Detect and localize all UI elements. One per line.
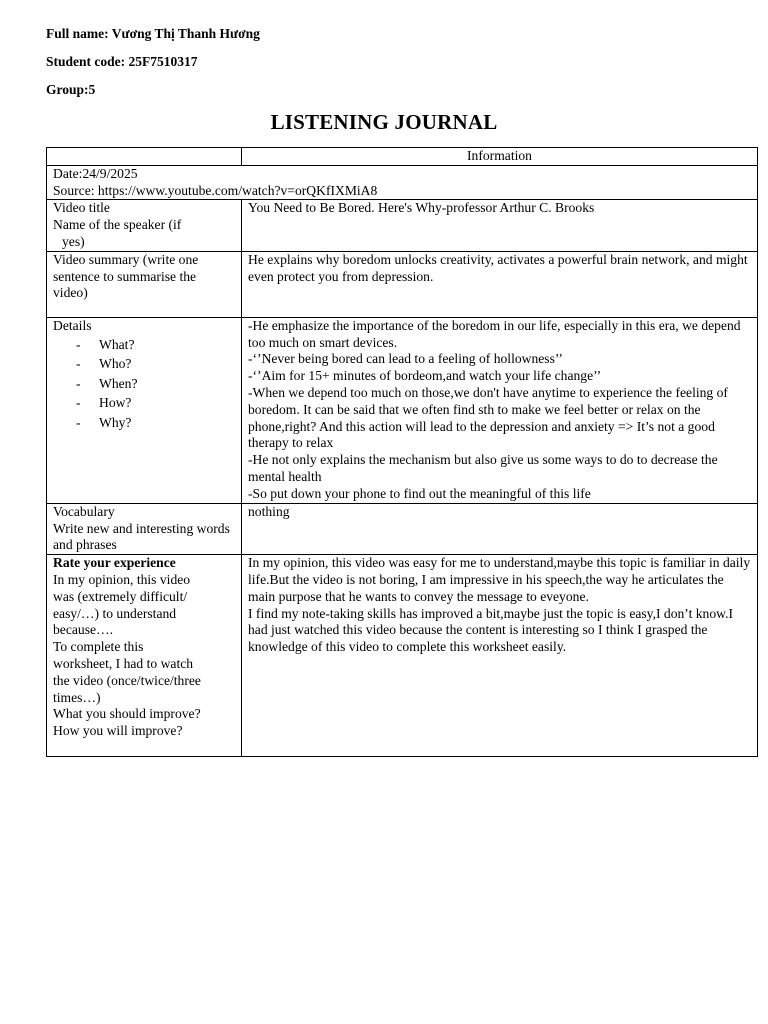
- details-value-cell: [242, 317, 758, 503]
- journal-table: [46, 147, 758, 757]
- summary-label-1: Video summary (write one: [53, 251, 199, 267]
- rate-label-line: In my opinion, this video: [53, 571, 191, 587]
- video-title-label-cell: [47, 200, 242, 251]
- video-title-value: You Need to Be Bored. Here's Why-professor Arthur C. Brooks: [242, 200, 758, 251]
- details-point: -So put down your phone to find out the meaningful of this life: [248, 485, 591, 501]
- vocabulary-label: Vocabulary: [53, 503, 115, 519]
- source-url: Source: https://www.youtube.com/watch?v=orQKfIXMiA8: [53, 182, 378, 198]
- details-row: [47, 317, 758, 503]
- date-source-cell: [47, 165, 758, 200]
- details-point: -When we depend too much on those,we don't have anytime to experience the feeling of boredom. It can be said that we often find sth to make we feel better or relax on the phone,right? And this action will lead to the depression and anxiety => It’s not a good therapy to relax: [248, 384, 728, 451]
- rate-value-cell: [242, 555, 758, 757]
- details-point: -‘’Aim for 15+ minutes of bordeom,and watch your life change’’: [248, 368, 602, 384]
- summary-row: [47, 251, 758, 317]
- student-code: Student code: 25F7510317: [46, 54, 198, 69]
- rate-label-line: was (extremely difficult/: [53, 588, 188, 604]
- rate-label-cell: [47, 555, 242, 757]
- vocabulary-row: [47, 503, 758, 554]
- details-point: -‘’Never being bored can lead to a feeling of hollowness’’: [248, 351, 563, 367]
- information-header: Information: [242, 148, 758, 166]
- page-title: LISTENING JOURNAL: [270, 110, 498, 134]
- details-question: - When?: [73, 374, 235, 394]
- speaker-label-cont: yes): [62, 233, 85, 249]
- details-point: -He emphasize the importance of the boredom in our life, especially in this era, we depend too much on smart devices.: [248, 317, 741, 350]
- group: Group:5: [46, 82, 96, 97]
- header-empty-cell: [47, 148, 242, 166]
- speaker-label: Name of the speaker (if: [53, 217, 182, 233]
- summary-value: He explains why boredom unlocks creativity, activates a powerful brain network, and might even protect you from depression.: [242, 251, 758, 317]
- rate-row: [47, 555, 758, 757]
- rate-value-paragraph-1: In my opinion, this video was easy for me to understand,maybe this topic is familiar in daily life.But the video is not boring, I am impressive in his speech,the way he articulates the main purpose that he wants to convey the message to eveyone.: [248, 555, 751, 604]
- details-question: - Who?: [73, 354, 235, 374]
- date: Date:24/9/2025: [53, 165, 138, 181]
- vocabulary-instructions: Write new and interesting words and phrases: [53, 520, 230, 553]
- vocabulary-label-cell: [47, 503, 242, 554]
- summary-label-cell: [47, 251, 242, 317]
- rate-label-line: To complete this: [53, 639, 144, 655]
- details-label-cell: [47, 317, 242, 503]
- full-name: Full name: Vương Thị Thanh Hương: [46, 26, 260, 41]
- summary-label-3: video): [53, 285, 88, 301]
- details-label: Details: [53, 317, 92, 333]
- rate-label-line: easy/…) to understand: [53, 605, 177, 621]
- rate-label-line: times…): [53, 689, 101, 705]
- rate-value-paragraph-2: I find my note-taking skills has improved a bit,maybe just the topic is easy,I don’t know.I had just watched this video because the content is interesting so I think I grasped the knowledge of this video to complete this worksheet easily.: [248, 605, 734, 655]
- date-source-row: [47, 165, 758, 200]
- details-question: - How?: [73, 393, 235, 413]
- details-questions: [53, 335, 235, 433]
- rate-label-line: What you should improve?: [53, 706, 201, 722]
- details-question: - Why?: [73, 413, 235, 433]
- details-point: -He not only explains the mechanism but also give us some ways to do to decrease the mental health: [248, 452, 718, 484]
- summary-label-2: sentence to summarise the: [53, 268, 197, 284]
- details-question: - What?: [73, 335, 235, 355]
- rate-label-line: the video (once/twice/three: [53, 672, 201, 688]
- rate-label-heading: Rate your experience: [53, 555, 176, 571]
- video-title-row: [47, 200, 758, 251]
- vocabulary-value: nothing: [242, 503, 758, 554]
- rate-label-line: worksheet, I had to watch: [53, 655, 194, 671]
- table-header-row: [47, 148, 758, 166]
- rate-label-line: How you will improve?: [53, 723, 183, 739]
- video-title-label: Video title: [53, 200, 110, 216]
- rate-label-line: because….: [53, 622, 114, 638]
